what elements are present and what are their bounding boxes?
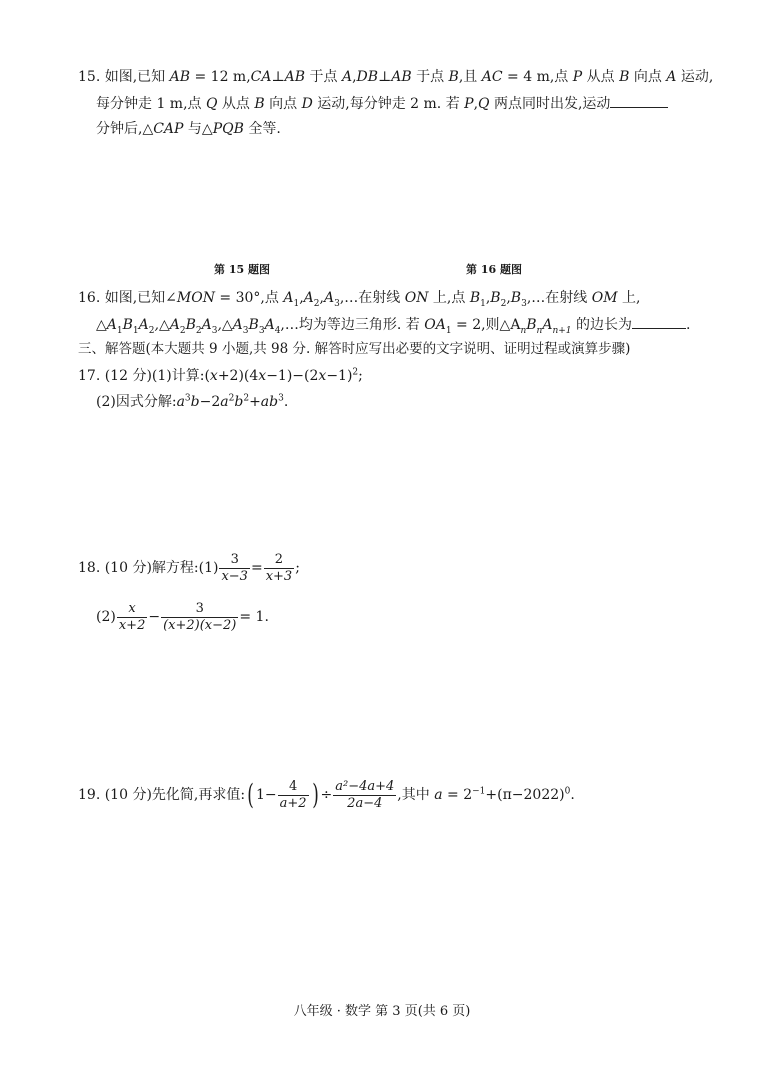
q15-answer-blank[interactable]	[610, 93, 668, 108]
right-paren: )	[311, 778, 319, 811]
section-3-heading: 三、解答题(本大题共 9 小题,共 98 分. 解答时应写出必要的文字说明、证明过程或演算步骤)	[78, 341, 631, 357]
q18-fraction-3: $\frac{x}{x+2}$	[118, 600, 146, 633]
q16-line2: $\triangle A_1B_1A_2,\triangle A_2B_2A_3,\triangle A_3B_3A_4,\dots$均为等边三角形. 若 $OA_1 = 2$,则$\triangle A_nB_nA_{n+1}$ 的边长为 .	[96, 314, 690, 335]
q18-line1: 18. (10 分)解方程:(1) $\frac{3}{x-3}$ = $\frac{2}{x+3}$ ;	[78, 551, 300, 584]
figure-15-caption: 第 15 题图	[214, 263, 270, 276]
q19-line1: 19. (10 分)先化简,再求值:( 1− $\frac{4}{a+2}$ ) ÷ $\frac{\text{a²−4a+4}}{2a-4}$ ,其中 $a = 2^{-1}+(\pi-2022)^0$.	[78, 778, 575, 811]
q17-line1: 17. (12 分)(1)计算$:(x+2)(4x-1)-(2x-1)^2$;	[78, 367, 363, 384]
q18-fraction-4: $\frac{3}{(x+2)(x-2)}$	[163, 600, 237, 633]
q17-line2: (2)因式分解$:a^3b-2a^2b^2+ab^3$.	[96, 393, 289, 410]
q15-line2: 每分钟走 1 m,点 Q 从点 B 向点 D 运动,每分钟走 2 m. 若 P,Q 两点同时出发,运动	[96, 93, 668, 114]
q18-fraction-1: $\frac{3}{x-3}$	[221, 551, 248, 584]
page-footer: 八年级 · 数学 第 3 页(共 6 页)	[293, 1004, 471, 1019]
q16-answer-blank[interactable]	[632, 314, 686, 329]
q18-fraction-2: $\frac{2}{x+3}$	[265, 551, 293, 584]
q15-line3: 分钟后,△CAP 与△PQB 全等.	[96, 121, 281, 137]
q18-line2: (2) $\frac{x}{x+2}$ − $\frac{3}{(x+2)(x-2)}$ = 1.	[96, 600, 269, 633]
q19-fraction-1: $\frac{4}{a+2}$	[279, 778, 307, 811]
figure-16-caption: 第 16 题图	[466, 263, 522, 276]
q15-line1: 15. 如图,已知 AB = 12 m,CA⊥AB 于点 A,DB⊥AB 于点 B,且 AC = 4 m,点 P 从点 B 向点 A 运动,	[78, 69, 714, 85]
q16-line1: 16. 如图,已知∠MON = 30°,点 $A_1,A_2,A_3,\dots$在射线 ON 上,点 $B_1,B_2,B_3,\dots$在射线 OM 上,	[78, 290, 641, 309]
left-paren: (	[247, 778, 254, 811]
q19-fraction-2: $\frac{\text{a²−4a+4}}{2a-4}$	[335, 778, 395, 811]
